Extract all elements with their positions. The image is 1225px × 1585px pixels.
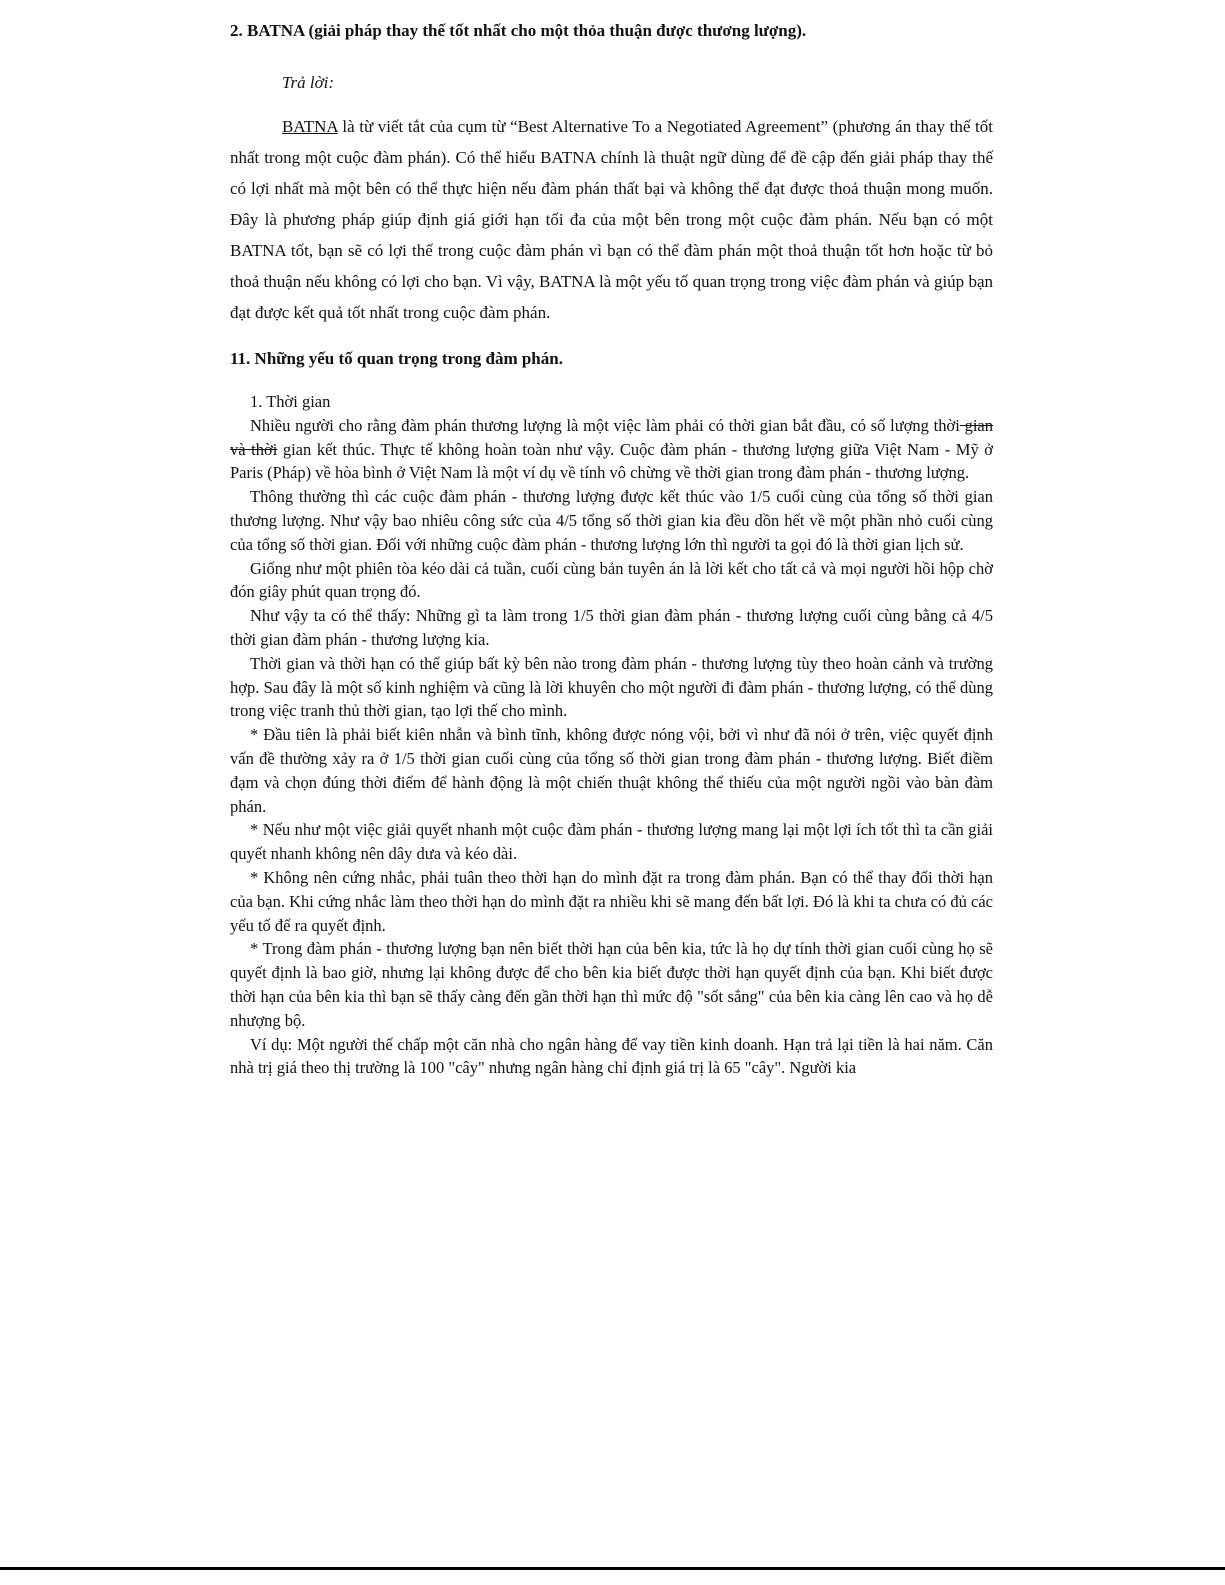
paragraph-4: Như vậy ta có thể thấy: Những gì ta làm trong 1/5 thời gian đàm phán - thương lượng cuối cùng bằng cả 4/5 thời gian đàm phán - thương lượng kia. [230, 606, 993, 649]
paragraph-1-start: Nhiều người cho rằng đàm phán thương lượng là một việc làm phải có thời gian bắt đầu, có số lượng thời [250, 415, 960, 435]
paragraph-8: * Không nên cứng nhắc, phải tuân theo thời hạn do mình đặt ra trong đàm phán. Bạn có thể thay đổi thời hạn của bạn. Khi cứng nhắc làm theo thời hạn do mình đặt ra nhiều khi sẽ mang đến bất lợi. Đó là khi ta chưa có đủ các yếu tố để ra quyết định. [230, 867, 993, 935]
bottom-border-line [0, 1567, 1225, 1570]
paragraph-10: Ví dụ: Một người thế chấp một căn nhà cho ngân hàng để vay tiền kinh doanh. Hạn trả lại tiền là hai năm. Căn nhà trị giá theo thị trường là 100 "cây" nhưng ngân hàng chỉ định giá trị là 65 "cây". Người kia [230, 1034, 993, 1078]
paragraph-1-end: gian kết thúc. Thực tế không hoàn toàn như vậy. Cuộc đàm phán - thương lượng giữa Việt Nam - Mỹ ở Paris (Pháp) về hòa bình ở Việt Nam là một ví dụ về tính vô chừng về thời gian trong đàm phán - thương lượng. [230, 439, 993, 483]
answer-label: Trả lời: [282, 73, 335, 92]
paragraph-2: Thông thường thì các cuộc đàm phán - thương lượng được kết thúc vào 1/5 cuối cùng của tổng số thời gian thương lượng. Như vậy bao nhiêu công sức của 4/5 tổng số thời gian kia đều dồn hết về một phần nhỏ cuối cùng của tổng số thời gian. Đối với những cuộc đàm phán - thương lượng lớn thì người ta gọi đó là thời gian lịch sử. [230, 487, 993, 554]
strikethrough-text: gian và thời [230, 415, 993, 459]
section-2-heading: 2. BATNA (giải pháp thay thế tốt nhất cho một thỏa thuận được thương lượng). [230, 21, 807, 40]
paragraph-3: Giống như một phiên tòa kéo dài cả tuần, cuối cùng bản tuyên án là lời kết cho tất cả và mọi người hồi hộp chờ đón giây phút quan trọng đó. [230, 558, 993, 602]
paragraph-1 [230, 414, 993, 485]
paragraph-5: Thời gian và thời hạn có thể giúp bất kỳ bên nào trong đàm phán - thương lượng tùy theo hoàn cảnh và trường hợp. Sau đây là một số kinh nghiệm và cũng là lời khuyên cho một người đi đàm phán - thương lượng, có thể dùng trong việc tranh thủ thời gian, tạo lợi thế cho mình. [230, 653, 993, 721]
paragraph-9: * Trong đàm phán - thương lượng bạn nên biết thời hạn của bên kia, tức là họ dự tính thời gian cuối cùng họ sẽ quyết định là bao giờ, nhưng lại không được để cho bên kia biết được thời hạn quyết định của bạn. Khi biết được thời hạn của bên kia thì bạn sẽ thấy càng đến gần thời hạn thì mức độ "sốt sắng" của bên kia càng lên cao và họ dễ nhượng bộ. [230, 939, 993, 1030]
batna-term: BATNA [282, 117, 338, 136]
batna-paragraph [230, 111, 993, 328]
section-11-body [230, 390, 993, 1080]
subheading-time: 1. Thời gian [250, 392, 331, 411]
batna-paragraph-text: là từ viết tắt của cụm từ “Best Alternative To a Negotiated Agreement” (phương án thay thế tốt nhất trong một cuộc đàm phán). Có thể hiểu BATNA chính là thuật ngữ dùng để đề cập đến giải pháp thay thế có lợi nhất mà một bên có thể thực hiện nếu đàm phán thất bại và không thể đạt được thoả thuận mong muốn. Đây là phương pháp giúp định giá giới hạn tối đa của một bên trong một cuộc đàm phán. Nếu bạn có một BATNA tốt, bạn sẽ có lợi thế trong cuộc đàm phán vì bạn có thể đàm phán một thoả thuận tốt hơn hoặc từ bỏ thoả thuận nếu không có lợi cho bạn. Vì vậy, BATNA là một yếu tố quan trọng trong việc đàm phán và giúp bạn đạt được kết quả tốt nhất trong cuộc đàm phán. [230, 117, 993, 322]
section-11-heading: 11. Những yếu tố quan trọng trong đàm phán. [230, 349, 563, 368]
paragraph-7: * Nếu như một việc giải quyết nhanh một cuộc đàm phán - thương lượng mang lại một lợi ích tốt thì ta cần giải quyết nhanh không nên dây dưa và kéo dài. [230, 820, 993, 864]
paragraph-6: * Đầu tiên là phải biết kiên nhẫn và bình tĩnh, không được nóng vội, bởi vì như đã nói ở trên, việc quyết định vấn đề thường xảy ra ở 1/5 thời gian cuối cùng của tổng số thời gian trong đàm phán - thương lượng. Biết điềm đạm và chọn đúng thời điểm để hành động là một chiến thuật không thể thiếu của một người ngồi vào bàn đàm phán. [230, 725, 993, 816]
